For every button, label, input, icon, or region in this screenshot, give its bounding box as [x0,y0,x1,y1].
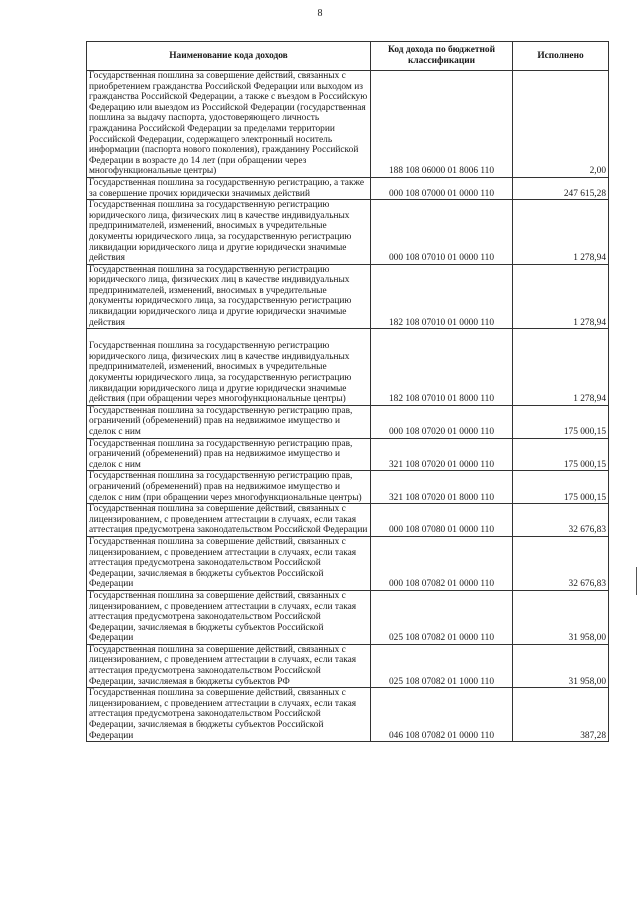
row-name: Государственная пошлина за государственную регистрацию юридического лица, физических лиц в качестве индивидуальных предпринимателей, изменений, вносимых в учредительные документы юридического лица, за государственную регистрацию ликвидации юридического лица и другие юридически значимые действия [87,200,371,265]
row-name: Государственная пошлина за совершение действий, связанных с приобретением гражданства Российской Федерации или выходом из гражданства Российской Федерации, а также с въездом в Российскую Федерацию или выездом из Российской Федерации (государственная пошлина за выдачу паспорта, удостоверяющего личность гражданина Российской Федерации за пределами территории Российской Федерации, содержащего электронный носитель информации (паспорта нового поколения), гражданину Российской Федерации в возрасте до 14 лет (при обращении через многофункциональные центры) [87,71,371,178]
row-amount: 247 615,28 [513,177,609,199]
row-code: 321 108 07020 01 8000 110 [371,471,513,504]
row-name: Государственная пошлина за совершение действий, связанных с лицензированием, с проведением аттестации в случаях, если такая аттестация предусмотрена законодательством Российской Федерации, зачисляемая в бюджеты субъектов РФ [87,644,371,687]
scan-artifact-mark [636,567,637,595]
row-amount: 387,28 [513,688,609,742]
row-code: 000 108 07080 01 0000 110 [371,504,513,537]
revenue-table [86,41,609,742]
row-code: 046 108 07082 01 0000 110 [371,688,513,742]
row-code: 182 108 07010 01 0000 110 [371,264,513,329]
table-row [87,264,609,329]
table-row [87,200,609,265]
row-code: 000 108 07000 01 0000 110 [371,177,513,199]
table-row [87,177,609,199]
row-amount: 175 000,15 [513,405,609,438]
row-name: Государственная пошлина за совершение действий, связанных с лицензированием, с проведением аттестации в случаях, если такая аттестация предусмотрена законодательством Российской Федерации, зачисляемая в бюджеты субъектов Российской Федерации [87,590,371,644]
table-row [87,504,609,537]
table-header-row [87,42,609,71]
row-name: Государственная пошлина за совершение действий, связанных с лицензированием, с проведением аттестации в случаях, если такая аттестация предусмотрена законодательством Российской Федерации [87,504,371,537]
row-name: Государственная пошлина за государственную регистрацию, а также за совершение прочих юридически значимых действий [87,177,371,199]
row-amount: 1 278,94 [513,200,609,265]
row-amount: 32 676,83 [513,504,609,537]
row-amount: 175 000,15 [513,438,609,471]
table-row [87,71,609,178]
table-row [87,405,609,438]
row-code: 182 108 07010 01 8000 110 [371,329,513,406]
row-name: Государственная пошлина за государственную регистрацию юридического лица, физических лиц в качестве индивидуальных предпринимателей, изменений, вносимых в учредительные документы юридического лица, за государственную регистрацию ликвидации юридического лица и другие юридически значимые действия (при обращении через многофункциональные центры) [89,341,352,405]
row-amount: 1 278,94 [513,264,609,329]
table-row [87,644,609,687]
row-code: 000 108 07010 01 0000 110 [371,200,513,265]
row-code: 188 108 06000 01 8006 110 [371,71,513,178]
row-name: Государственная пошлина за государственную регистрацию прав, ограничений (обременений) прав на недвижимое имущество и сделок с ним [87,438,371,471]
row-amount: 175 000,15 [513,471,609,504]
row-code: 000 108 07082 01 0000 110 [371,536,513,590]
row-amount: 2,00 [513,71,609,178]
row-name: Государственная пошлина за совершение действий, связанных с лицензированием, с проведением аттестации в случаях, если такая аттестация предусмотрена законодательством Российской Федерации, зачисляемая в бюджеты субъектов Российской Федерации [87,688,371,742]
row-name: Государственная пошлина за совершение действий, связанных с лицензированием, с проведением аттестации в случаях, если такая аттестация предусмотрена законодательством Российской Федерации, зачисляемая в бюджеты субъектов Российской Федерации [87,536,371,590]
row-code: 025 108 07082 01 0000 110 [371,590,513,644]
table-row [87,590,609,644]
row-name: Государственная пошлина за государственную регистрацию прав, ограничений (обременений) прав на недвижимое имущество и сделок с ним (при обращении через многофункциональные центры) [87,471,371,504]
row-amount: 1 278,94 [513,329,609,406]
row-name-cell [87,329,371,406]
row-amount: 31 958,00 [513,644,609,687]
header-name: Наименование кода доходов [87,42,371,71]
row-top-gap [89,329,368,341]
row-code: 000 108 07020 01 0000 110 [371,405,513,438]
row-code: 321 108 07020 01 0000 110 [371,438,513,471]
table-row [87,688,609,742]
row-amount: 32 676,83 [513,536,609,590]
table-row [87,438,609,471]
page-number: 8 [317,8,323,19]
header-amount: Исполнено [513,42,609,71]
table-row [87,329,609,406]
row-name: Государственная пошлина за государственную регистрацию прав, ограничений (обременений) прав на недвижимое имущество и сделок с ним [87,405,371,438]
table-row [87,536,609,590]
row-amount: 31 958,00 [513,590,609,644]
table-row [87,471,609,504]
header-code: Код дохода по бюджетной классификации [371,42,513,71]
row-code: 025 108 07082 01 1000 110 [371,644,513,687]
row-name: Государственная пошлина за государственную регистрацию юридического лица, физических лиц в качестве индивидуальных предпринимателей, изменений, вносимых в учредительные документы юридического лица, за государственную регистрацию ликвидации юридического лица и другие юридически значимые действия [87,264,371,329]
